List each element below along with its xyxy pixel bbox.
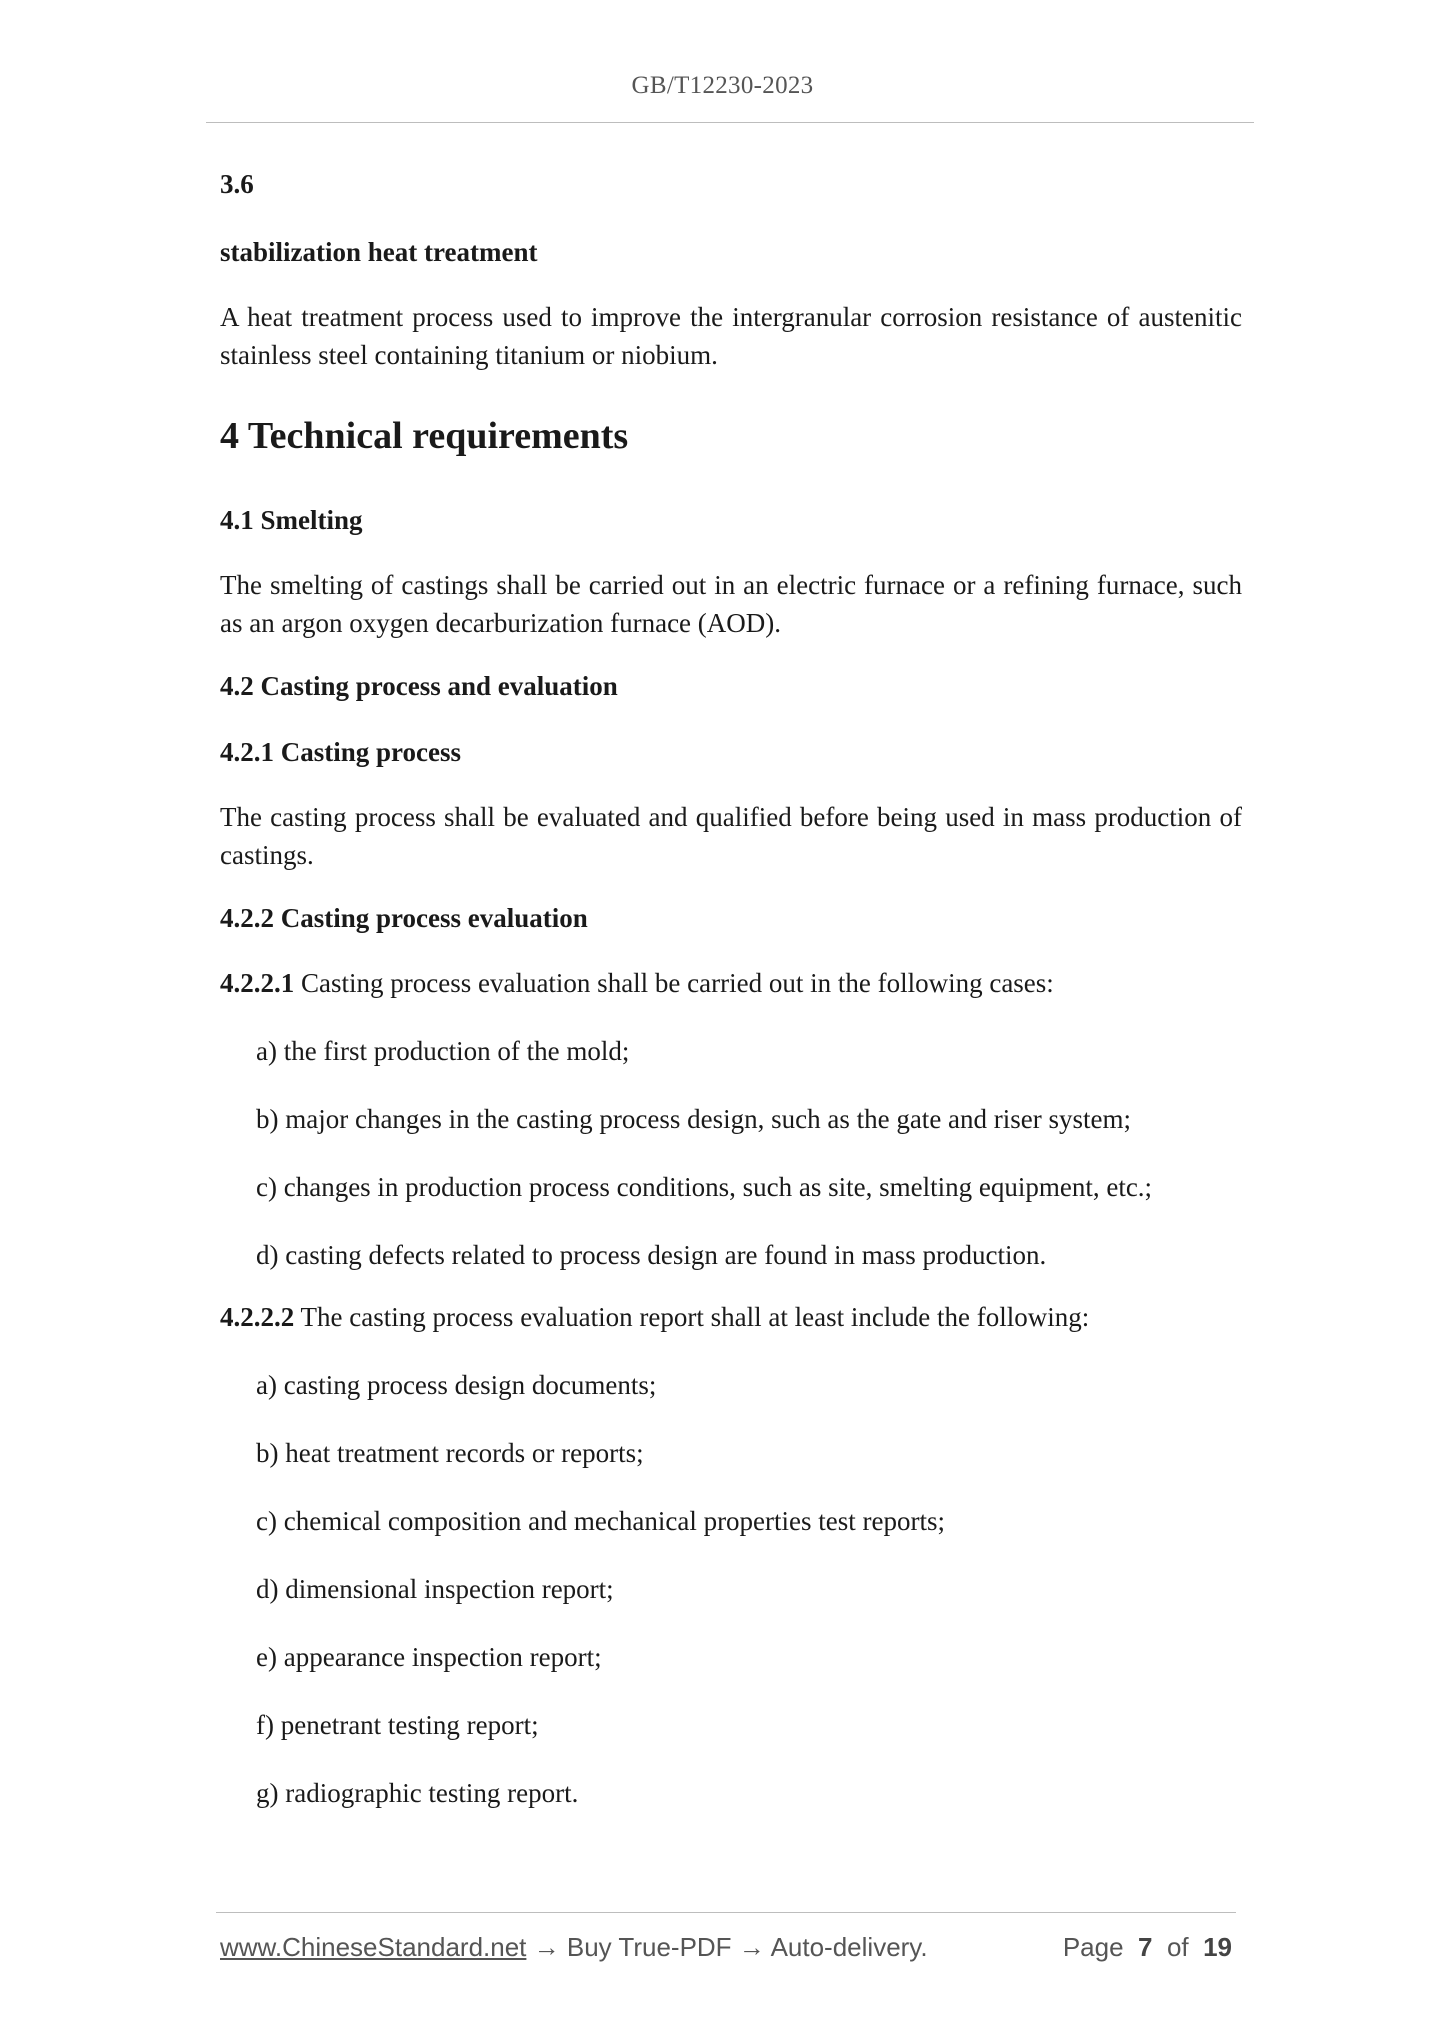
list-item: b) major changes in the casting process design, such as the gate and riser system; <box>256 1104 1132 1134</box>
list-item: c) chemical composition and mechanical properties test reports; <box>256 1506 946 1536</box>
clause-4-2-2-heading: 4.2.2 Casting process evaluation <box>220 903 588 933</box>
clause-4-1-heading: 4.1 Smelting <box>220 505 363 535</box>
clause-4-2-2-1-paragraph <box>220 964 1242 1002</box>
clause-4-2-1-heading: 4.2.1 Casting process <box>220 737 462 767</box>
clause-4-2-heading: 4.2 Casting process and evaluation <box>220 671 618 701</box>
page-of-label: of <box>1166 1932 1189 1962</box>
clause-4-2-2-2-paragraph <box>220 1298 1242 1336</box>
list-item: e) appearance inspection report; <box>256 1642 602 1672</box>
running-header: GB/T12230-2023 <box>631 72 814 99</box>
list-item: a) the first production of the mold; <box>256 1036 630 1066</box>
clause-3-6-term: stabilization heat treatment <box>220 237 538 267</box>
clause-4-2-1-text: The casting process shall be evaluated and qualified before being used in mass production of castings. <box>220 802 1242 870</box>
footer-promo-text: → Buy True-PDF → Auto-delivery. <box>526 1932 928 1962</box>
list-item: g) radiographic testing report. <box>256 1778 579 1808</box>
clause-4-1-text: The smelting of castings shall be carried out in an electric furnace or a refining furnace, such as an argon oxygen decarburization furnace (AOD). <box>220 570 1242 638</box>
clause-3-6-number: 3.6 <box>220 169 254 199</box>
page-footer <box>220 1932 1232 1963</box>
clause-4-2-2-1-number: 4.2.2.1 <box>220 968 295 998</box>
header-divider <box>206 122 1254 123</box>
footer-promo <box>220 1932 928 1963</box>
page-current: 7 <box>1138 1932 1153 1962</box>
page-label: Page <box>1062 1932 1124 1962</box>
document-body <box>220 150 1242 1812</box>
clause-4-2-2-1-text: Casting process evaluation shall be carried out in the following cases: <box>294 968 1054 998</box>
section-4-heading: 4 Technical requirements <box>220 415 629 457</box>
list-item: d) dimensional inspection report; <box>256 1574 614 1604</box>
clause-4-2-2-2-text: The casting process evaluation report shall at least include the following: <box>294 1302 1090 1332</box>
list-item: c) changes in production process conditions, such as site, smelting equipment, etc.; <box>256 1172 1153 1202</box>
page-total: 19 <box>1203 1932 1232 1962</box>
list-item: b) heat treatment records or reports; <box>256 1438 644 1468</box>
list-item: d) casting defects related to process design are found in mass production. <box>256 1240 1047 1270</box>
page-indicator <box>1063 1932 1232 1963</box>
list-item: a) casting process design documents; <box>256 1370 657 1400</box>
clause-3-6-definition: A heat treatment process used to improve the intergranular corrosion resistance of austenitic stainless steel containing titanium or niobium. <box>220 302 1242 370</box>
footer-divider <box>216 1912 1236 1913</box>
website-link[interactable]: www.ChineseStandard.net <box>220 1932 527 1962</box>
clause-4-2-2-2-number: 4.2.2.2 <box>220 1302 295 1332</box>
list-item: f) penetrant testing report; <box>256 1710 539 1740</box>
